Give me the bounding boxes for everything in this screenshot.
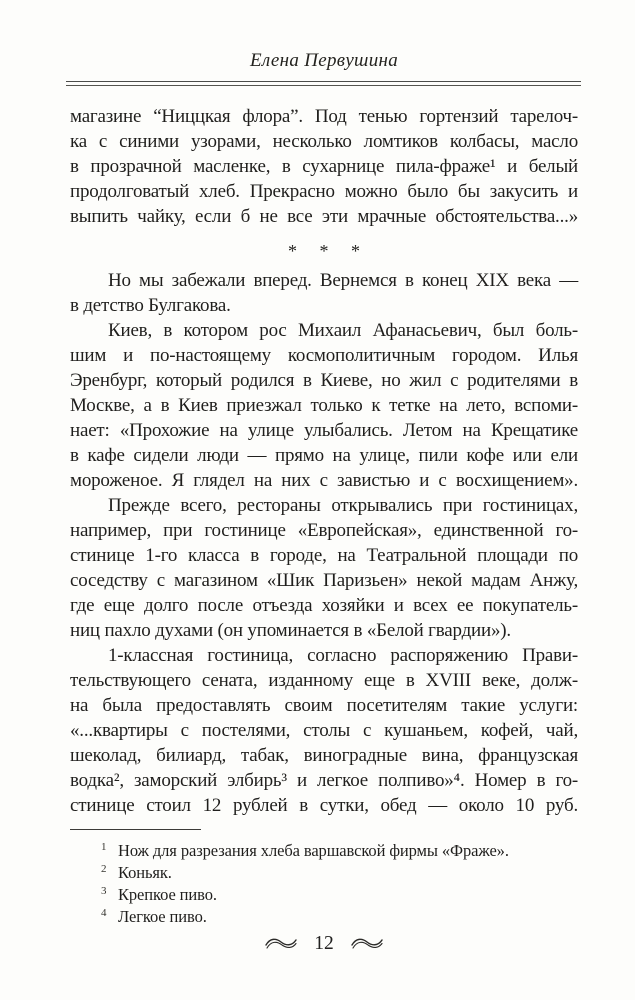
footnote: [70, 902, 578, 924]
text-line: магазине “Ниццкая флора”. Под тенью гортензий тарелоч-: [70, 106, 578, 127]
paragraph: [70, 493, 578, 643]
paragraph-group-main: [70, 268, 578, 818]
footnote: [70, 836, 578, 858]
page-content: [70, 0, 578, 955]
page-footer: [70, 933, 578, 955]
footnote-text: Коньяк.: [118, 863, 172, 882]
footnote-text: Легкое пиво.: [118, 907, 207, 926]
text-line: шим и по-настоящему космополитичным городом. Илья: [70, 345, 578, 366]
text-line: Киев, в котором рос Михаил Афанасьевич, был боль-: [108, 320, 578, 341]
footnote: [70, 880, 578, 902]
footnote-separator-rule: [70, 829, 201, 830]
text-line: в кафе сидели люди — прямо на улице, пили кофе или ели: [70, 445, 578, 466]
text-line: ниц пахло духами (он упоминается в «Белой гвардии»).: [70, 620, 511, 641]
swash-ornament-right-icon: [350, 936, 384, 950]
paragraph: [70, 643, 578, 818]
paragraph-group-top: [70, 104, 578, 229]
text-line: Прежде всего, рестораны открывались при гостиницах,: [108, 495, 578, 516]
swash-ornament-left-icon: [264, 936, 298, 950]
text-line: на была предоставлять своим посетителям такие услуги:: [70, 695, 578, 716]
body-text: [70, 104, 578, 818]
footnote-marker: 1: [101, 841, 107, 853]
running-header: Елена Первушина: [249, 50, 399, 71]
section-separator: * * *: [288, 241, 369, 261]
text-line: водка², заморский элбирь³ и легкое полпиво»⁴. Номер в го-: [70, 770, 578, 791]
footnote-text: Нож для разрезания хлеба варшавской фирмы «Фраже».: [118, 841, 509, 860]
footnote-marker: 3: [101, 885, 107, 897]
paragraph: [70, 104, 578, 229]
text-line: 1-классная гостиница, согласно распоряжению Прави-: [108, 645, 578, 666]
text-line: Эренбург, который родился в Киеве, но жил с родителями в: [70, 370, 578, 391]
header-rule: [66, 81, 581, 86]
paragraph: [70, 268, 578, 318]
text-line: в детство Булгакова.: [70, 295, 231, 316]
text-line: нает: «Прохожие на улице улыбались. Летом на Крещатике: [70, 420, 578, 441]
page-number: 12: [314, 933, 334, 954]
text-line: стинице 1-го класса в городе, на Театральной площади по: [70, 545, 578, 566]
footnotes: [70, 836, 578, 924]
paragraph: [70, 318, 578, 493]
text-line: выпить чайку, если б не все эти мрачные обстоятельства...»: [70, 206, 578, 227]
text-line: соседству с магазином «Шик Паризьен» некой мадам Анжу,: [70, 570, 578, 591]
text-line: например, при гостинице «Европейская», единственной го-: [70, 520, 578, 541]
text-line: Но мы забежали вперед. Вернемся в конец XIX века —: [108, 270, 578, 291]
text-line: в прозрачной масленке, в сухарнице пила-фраже¹ и белый: [70, 156, 578, 177]
text-line: продолговатый хлеб. Прекрасно можно было бы закусить и: [70, 181, 578, 202]
text-line: тельствующего сената, изданному еще в XVIII веке, долж-: [70, 670, 578, 691]
footnote-marker: 4: [101, 907, 107, 919]
text-line: Москве, а в Киев приезжал только к тетке на лето, вспоми-: [70, 395, 578, 416]
text-line: стинице стоил 12 рублей в сутки, обед — около 10 руб.: [70, 795, 578, 816]
text-line: ка с синими узорами, несколько ломтиков колбасы, масло: [70, 131, 578, 152]
footnote-text: Крепкое пиво.: [118, 885, 217, 904]
text-line: где еще долго после отъезда хозяйки и всех ее покупатель-: [70, 595, 578, 616]
text-line: шеколад, билиард, табак, виноградные вина, французская: [70, 745, 578, 766]
text-line: мороженое. Я глядел на них с завистью и с восхищением».: [70, 470, 578, 491]
footnote: [70, 858, 578, 880]
footnote-marker: 2: [101, 863, 107, 875]
text-line: «...квартиры с постелями, столы с кушаньем, кофей, чай,: [70, 720, 578, 741]
